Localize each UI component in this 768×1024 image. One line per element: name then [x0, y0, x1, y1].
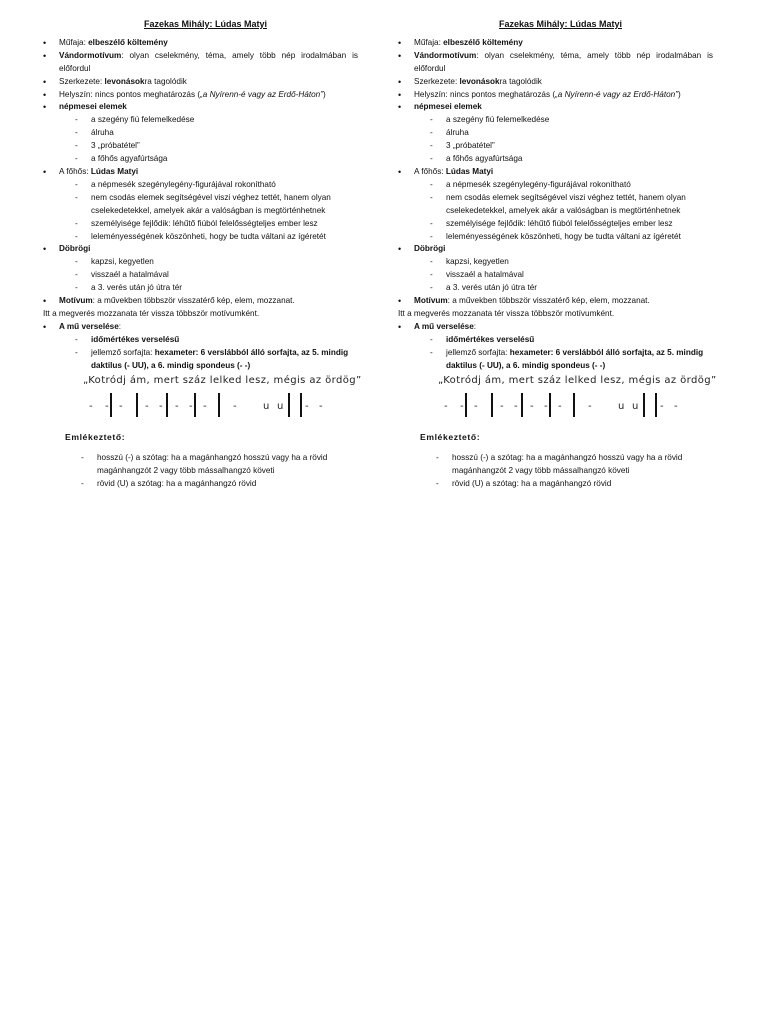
verseles-item2-value: hexameter: 6 verslábból álló sorfajta, az 5. mindig daktilus (- UU), a 6. mindig spondeus (- -) [91, 347, 349, 370]
long-syllable-mark: - [514, 401, 518, 413]
doc-title: Fazekas Mihály: Lúdas Matyi [498, 19, 623, 29]
list-item-mufaja [43, 37, 358, 50]
vandor-label: Vándormotívum [414, 50, 477, 60]
motivum-line2: Itt a megverés mozzanata tér vissza többször motívumként. [398, 308, 615, 318]
sub-item: - nem csodás elemek segítségével viszi véghez tettét, hanem olyan cselekedetekkel, amelyek akár a valóságban is megtörténhetnek [430, 192, 713, 218]
short-syllable-mark: u [618, 401, 625, 413]
memo-title: Emlékeztető: [65, 432, 126, 443]
handout-left [43, 14, 362, 491]
motivum-text: : a művekben többször visszatérő kép, elem, mozzanat. [92, 296, 295, 306]
verseles-sublist [59, 334, 358, 373]
long-syllable-mark: - [145, 401, 149, 413]
verse-line: „Kotródj ám, mert száz lelked lesz, mégis az ördög” [438, 375, 717, 387]
sub-item [430, 347, 713, 373]
dobrogi-label: Döbrögi [59, 244, 91, 254]
helyszin-rest: ) [322, 89, 326, 99]
szerk-label: Szerkezete: [414, 76, 460, 86]
list-item-helyszin [398, 89, 713, 102]
memo-item: - hosszú (-) a szótag: ha a magánhangzó hosszú vagy ha a rövid magánhangzót 2 vagy több mássalhangzó követi [81, 452, 358, 478]
verseles-label: A mű verselése [59, 321, 119, 331]
vandor-label: Vándormotívum [59, 50, 122, 60]
sub-item: - álruha [430, 127, 713, 140]
sub-item: - a 3. verés után jó útra tér [430, 282, 713, 295]
long-syllable-mark: - [175, 401, 179, 413]
sub-item: - 3 „próbatétel” [430, 140, 713, 153]
sub-item: - személyisége fejlődik: léhűtő fiúból felelősségteljes ember lesz [75, 218, 358, 231]
list-item-fohos [398, 166, 713, 243]
sub-item [75, 347, 358, 373]
szerk-label: Szerkezete: [59, 76, 105, 86]
list-item-mufaja [398, 37, 713, 50]
list-item-nepmesei [398, 101, 713, 166]
sub-item: - álruha [75, 127, 358, 140]
fohos-value: Lúdas Matyi [445, 166, 494, 176]
verseles-item2-label: jellemző sorfajta: [91, 347, 155, 357]
short-syllable-mark: u [263, 401, 270, 413]
sub-item: - a 3. verés után jó útra tér [75, 282, 358, 295]
verse-example [83, 375, 362, 418]
verseles-colon: : [118, 321, 122, 331]
nepmesei-sublist [414, 114, 713, 166]
sub-item [430, 334, 713, 347]
sub-item: - a szegény fiú felemelkedése [430, 114, 713, 127]
vandor-text: : olyan cselekmény, téma, amely több nép irodalmában is előfordul [414, 50, 713, 73]
motivum-text: : a művekben többször visszatérő kép, elem, mozzanat. [447, 296, 650, 306]
fohos-label: A főhős: [59, 166, 91, 176]
szerk-value: levonások [459, 76, 500, 86]
sub-item [75, 334, 358, 347]
dobrogi-label: Döbrögi [414, 244, 446, 254]
verseles-item2-value: hexameter: 6 verslábból álló sorfajta, az 5. mindig daktilus (- UU), a 6. mindig spondeus (- -) [446, 347, 704, 370]
list-item-vandormotivum [43, 50, 358, 76]
sub-item: - kapzsi, kegyetlen [430, 256, 713, 269]
mufaja-value: elbeszélő költemény [88, 37, 168, 47]
scansion-svg [83, 392, 353, 418]
list-item-vandormotivum [398, 50, 713, 76]
main-list [43, 37, 358, 373]
long-syllable-mark: - [660, 401, 664, 413]
list-item-dobrogi [398, 243, 713, 295]
sub-item: - visszaél a hatalmával [430, 269, 713, 282]
fohos-sublist [59, 179, 358, 244]
list-item-verseles [43, 321, 358, 373]
long-syllable-mark: - [588, 401, 592, 413]
long-syllable-mark: - [474, 401, 478, 413]
memo-title: Emlékeztető: [420, 432, 481, 443]
dobrogi-sublist [414, 256, 713, 295]
nepmesei-label: népmesei elemek [59, 102, 127, 112]
verseles-item2-label: jellemző sorfajta: [446, 347, 510, 357]
sub-item: - a főhős agyafúrtsága [430, 153, 713, 166]
list-item-nepmesei [43, 101, 358, 166]
long-syllable-mark: - [544, 401, 548, 413]
memo-list [398, 452, 713, 491]
long-syllable-mark: - [530, 401, 534, 413]
szerk-rest: ra tagolódik [499, 76, 542, 86]
long-syllable-mark: - [305, 401, 309, 413]
sub-item: - 3 „próbatétel” [75, 140, 358, 153]
long-syllable-mark: - [674, 401, 678, 413]
short-syllable-mark: u [632, 401, 639, 413]
szerk-value: levonások [104, 76, 145, 86]
long-syllable-mark: - [119, 401, 123, 413]
list-item-dobrogi [43, 243, 358, 295]
sub-item: - kapzsi, kegyetlen [75, 256, 358, 269]
sub-item: - személyisége fejlődik: léhűtő fiúból felelősségteljes ember lesz [430, 218, 713, 231]
list-item-fohos [43, 166, 358, 243]
sub-item: - leleményességének köszönheti, hogy be tudta váltani az ígéretét [430, 231, 713, 244]
memo-item: - rövid (U) a szótag: ha a magánhangzó rövid [81, 478, 358, 491]
dobrogi-sublist [59, 256, 358, 295]
nepmesei-sublist [59, 114, 358, 166]
fohos-value: Lúdas Matyi [90, 166, 139, 176]
verseles-colon: : [473, 321, 477, 331]
fohos-sublist [414, 179, 713, 244]
memo-list [43, 452, 358, 491]
mufaja-value: elbeszélő költemény [443, 37, 523, 47]
szerk-rest: ra tagolódik [144, 76, 187, 86]
sub-item: - a népmesék szegénylegény-figurájával rokonítható [430, 179, 713, 192]
vandor-text: : olyan cselekmény, téma, amely több nép irodalmában is előfordul [59, 50, 358, 73]
verse-example [438, 375, 717, 418]
motivum-line2: Itt a megverés mozzanata tér vissza többször motívumként. [43, 308, 260, 318]
memo-item: - hosszú (-) a szótag: ha a magánhangzó hosszú vagy ha a rövid magánhangzót 2 vagy több mássalhangzó követi [436, 452, 713, 478]
long-syllable-mark: - [319, 401, 323, 413]
long-syllable-mark: - [233, 401, 237, 413]
helyszin-label: Helyszín: nincs pontos meghatározás ( [414, 89, 556, 99]
nepmesei-label: népmesei elemek [414, 102, 482, 112]
long-syllable-mark: - [460, 401, 464, 413]
verseles-label: A mű verselése [414, 321, 474, 331]
long-syllable-mark: - [189, 401, 193, 413]
long-syllable-mark: - [444, 401, 448, 413]
long-syllable-mark: - [105, 401, 109, 413]
scansion-diagram [83, 392, 353, 418]
long-syllable-mark: - [558, 401, 562, 413]
memo-item: - rövid (U) a szótag: ha a magánhangzó rövid [436, 478, 713, 491]
helyszin-label: Helyszín: nincs pontos meghatározás ( [59, 89, 201, 99]
sub-item: - visszaél a hatalmával [75, 269, 358, 282]
long-syllable-mark: - [203, 401, 207, 413]
verse-line: „Kotródj ám, mert száz lelked lesz, mégis az ördög” [83, 375, 362, 387]
list-item-szerkezete [398, 76, 713, 89]
verseles-item1: időmértékes verselésű [446, 334, 535, 344]
verseles-item1: időmértékes verselésű [91, 334, 180, 344]
list-item-szerkezete [43, 76, 358, 89]
motivum-label: Motívum [414, 296, 448, 306]
helyszin-rest: ) [677, 89, 681, 99]
long-syllable-mark: - [89, 401, 93, 413]
sub-item: - a népmesék szegénylegény-figurájával rokonítható [75, 179, 358, 192]
sub-item: - leleményességének köszönheti, hogy be tudta váltani az ígéretét [75, 231, 358, 244]
long-syllable-mark: - [159, 401, 163, 413]
scansion-diagram [438, 392, 708, 418]
long-syllable-mark: - [500, 401, 504, 413]
helyszin-value: „a Nyírenn-é vagy az Erdő-Háton” [200, 89, 323, 99]
fohos-label: A főhős: [414, 166, 446, 176]
doc-title: Fazekas Mihály: Lúdas Matyi [143, 19, 268, 29]
sub-item: - a főhős agyafúrtsága [75, 153, 358, 166]
mufaja-label: Műfaja: [59, 37, 89, 47]
motivum-label: Motívum [59, 296, 93, 306]
handout-right [398, 14, 717, 491]
main-list [398, 37, 713, 373]
sub-item: - a szegény fiú felemelkedése [75, 114, 358, 127]
verseles-sublist [414, 334, 713, 373]
sub-item: - nem csodás elemek segítségével viszi véghez tettét, hanem olyan cselekedetekkel, amelyek akár a valóságban is megtörténhetnek [75, 192, 358, 218]
list-item-motivum [43, 295, 358, 308]
list-item-verseles [398, 321, 713, 373]
list-item-motivum [398, 295, 713, 308]
list-item-helyszin [43, 89, 358, 102]
short-syllable-mark: u [277, 401, 284, 413]
mufaja-label: Műfaja: [414, 37, 444, 47]
scansion-svg [438, 392, 708, 418]
helyszin-value: „a Nyírenn-é vagy az Erdő-Háton” [555, 89, 678, 99]
